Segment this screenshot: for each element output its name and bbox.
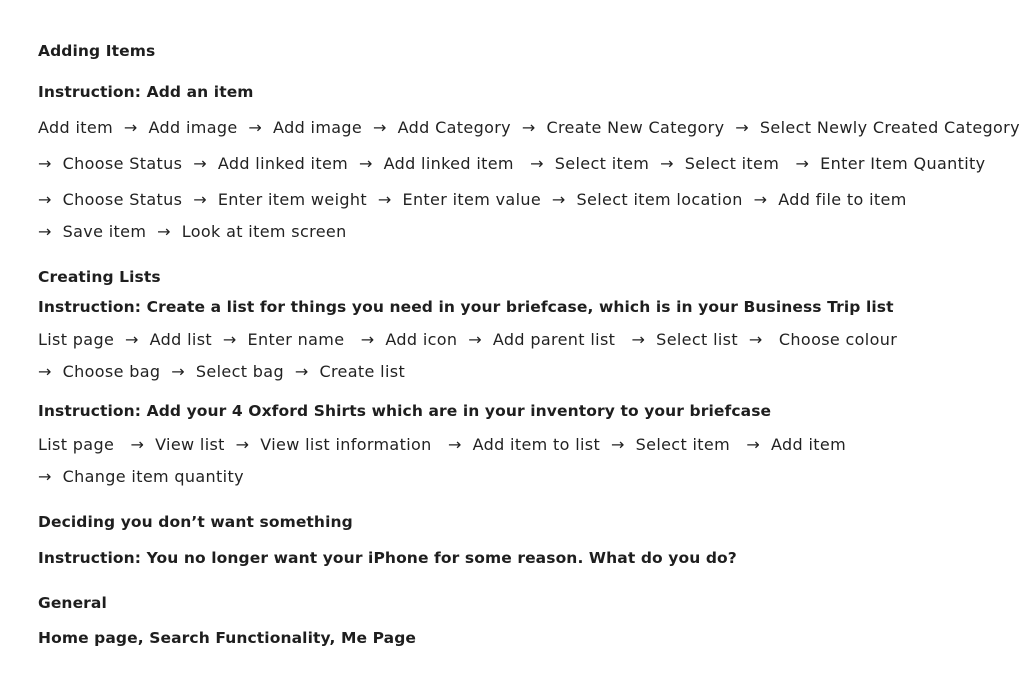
flow-line-add-item-2: → Choose Status → Add linked item → Add linked item → Select item → Select item → Enter Item Quantity <box>38 154 986 173</box>
section-heading-general: General <box>38 594 107 612</box>
section-heading-deciding: Deciding you don’t want something <box>38 513 353 531</box>
flow-line-add-item-1: Add item → Add image → Add image → Add Category → Create New Category → Select Newly Created Category <box>38 118 1020 137</box>
flow-line-add-item-4: → Save item → Look at item screen <box>38 222 347 241</box>
flow-line-add-to-list-1: List page → View list → View list information → Add item to list → Select item → Add item <box>38 435 847 454</box>
general-pages-line: Home page, Search Functionality, Me Page <box>38 629 417 647</box>
flow-line-create-list-2: → Choose bag → Select bag → Create list <box>38 362 406 381</box>
section-heading-adding-items: Adding Items <box>38 42 156 60</box>
flow-line-create-list-1: List page → Add list → Enter name → Add icon → Add parent list → Select list → Choose colour <box>38 330 898 349</box>
instruction-add-oxford-shirts: Instruction: Add your 4 Oxford Shirts which are in your inventory to your briefcase <box>38 402 772 420</box>
section-heading-creating-lists: Creating Lists <box>38 268 161 286</box>
flow-line-add-item-3: → Choose Status → Enter item weight → Enter item value → Select item location → Add file to item <box>38 190 907 209</box>
instruction-add-an-item: Instruction: Add an item <box>38 83 254 101</box>
instruction-create-list: Instruction: Create a list for things you need in your briefcase, which is in your Business Trip list <box>38 298 894 316</box>
flow-line-add-to-list-2: → Change item quantity <box>38 467 244 486</box>
instruction-no-longer-want-iphone: Instruction: You no longer want your iPhone for some reason. What do you do? <box>38 549 737 567</box>
